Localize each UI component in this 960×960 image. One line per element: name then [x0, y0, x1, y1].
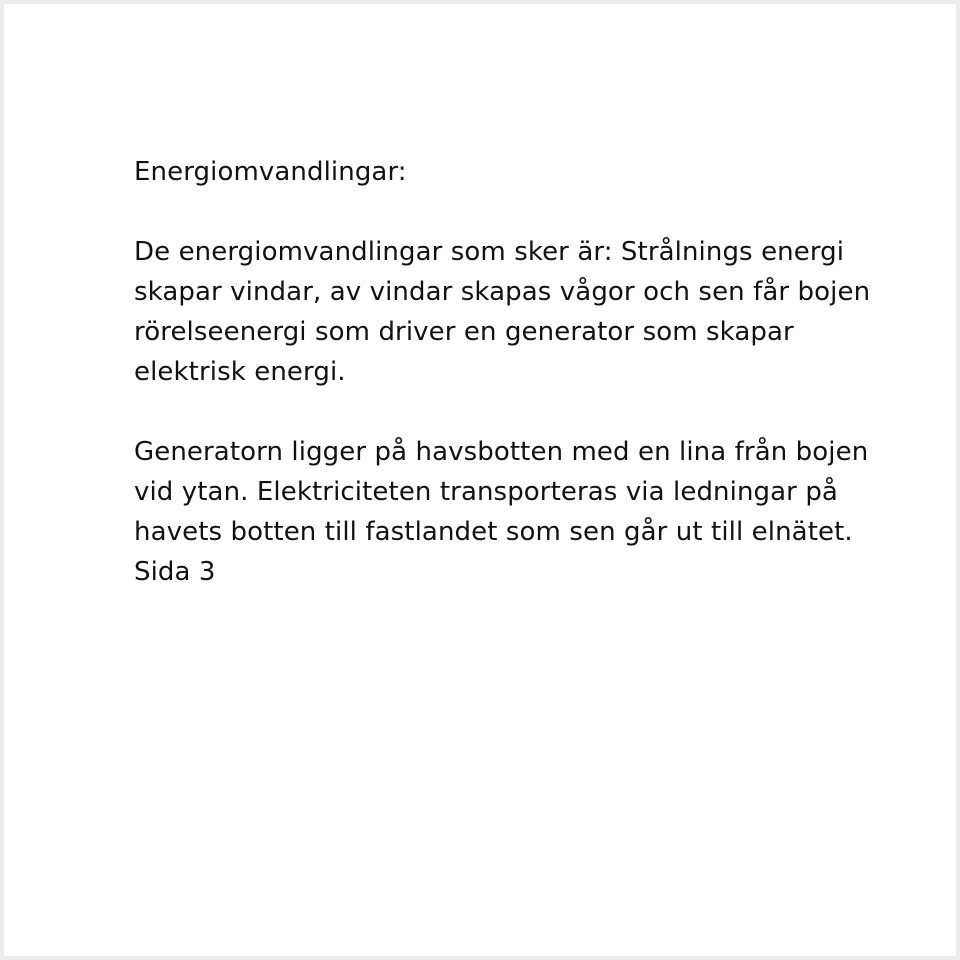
- paragraph-generator: Generatorn ligger på havsbotten med en lina från bojen vid ytan. Elektriciteten transporteras via ledningar på havets botten till fastlandet som sen går ut till elnätet.: [134, 437, 869, 547]
- document-page: [4, 4, 956, 956]
- document-title: Energiomvandlingar:: [134, 157, 407, 187]
- page-number: Sida 3: [134, 557, 216, 587]
- paragraph-energy-conversions: De energiomvandlingar som sker är: Strålnings energi skapar vindar, av vindar skapas vågor och sen får bojen rörelseenergi som driver en generator som skapar elektrisk energi.: [134, 237, 871, 387]
- document-body: [134, 152, 894, 592]
